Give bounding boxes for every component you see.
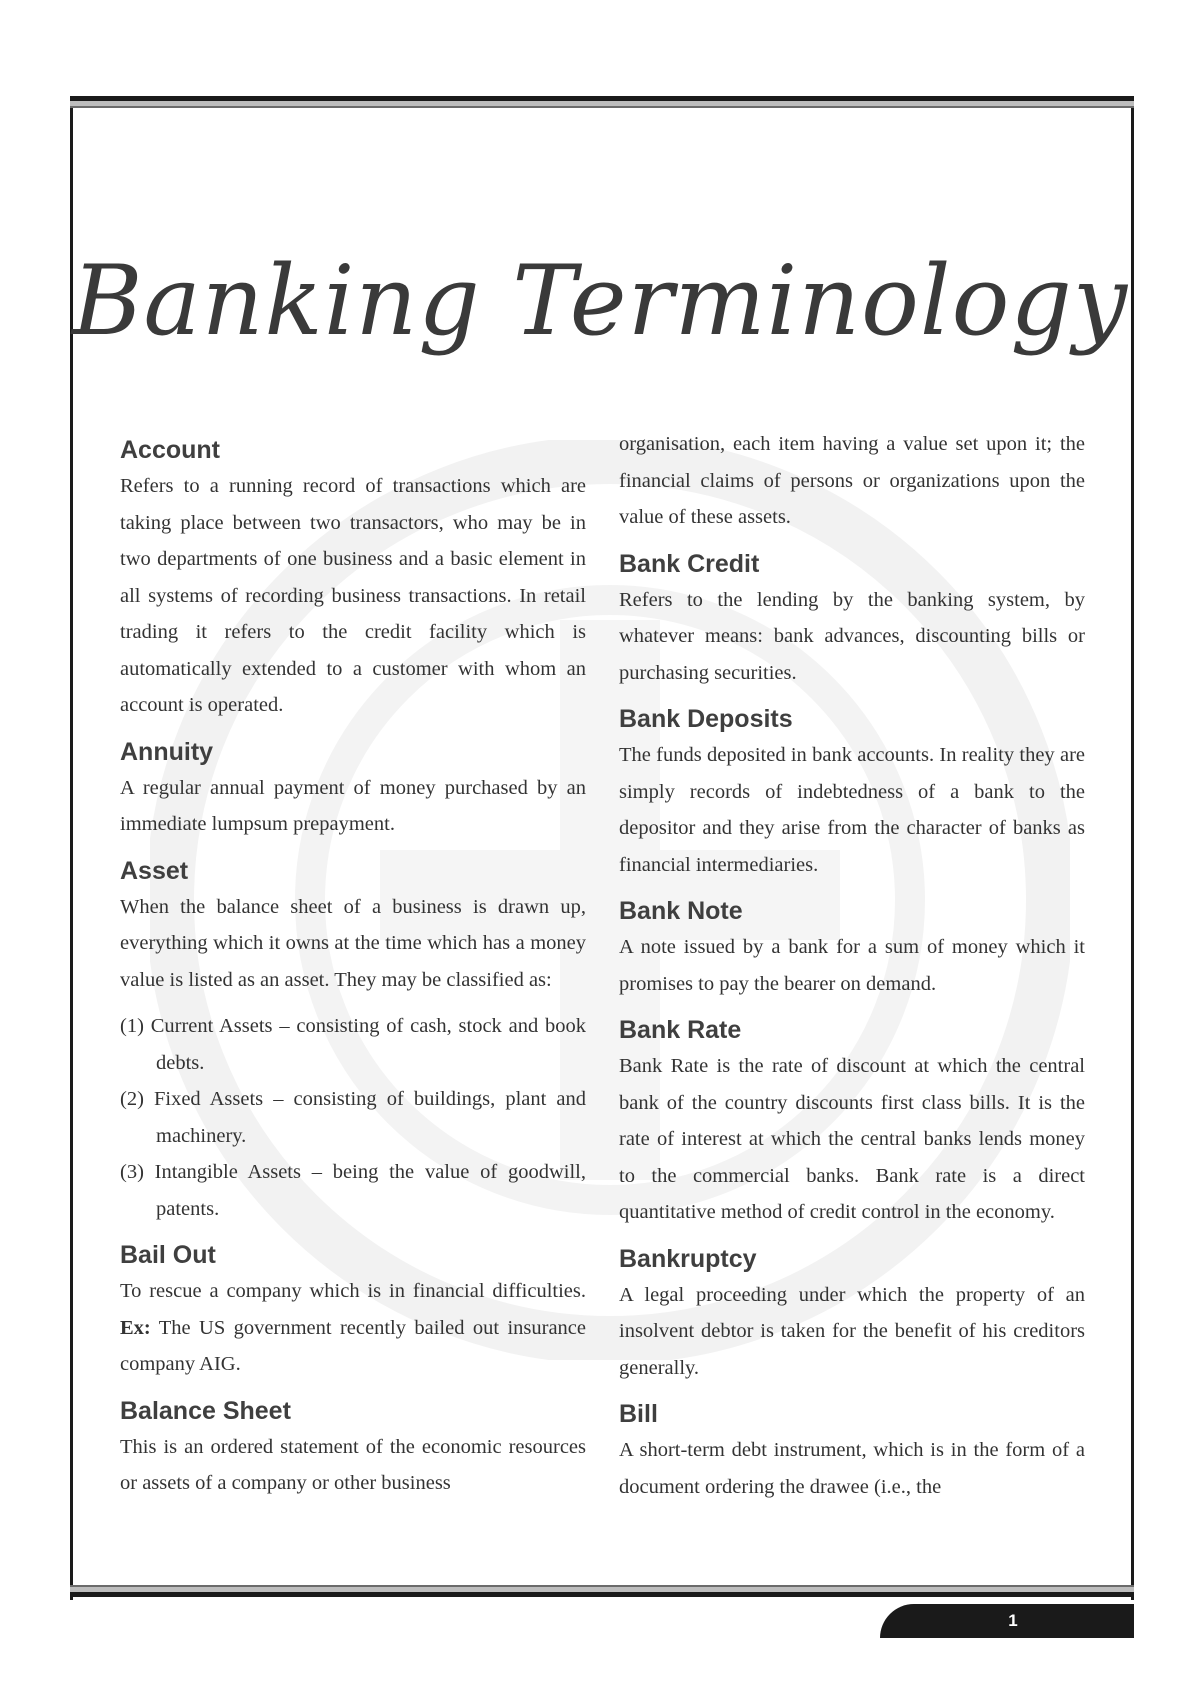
term-definition: A regular annual payment of money purchased by an immediate lumpsum prepayment. bbox=[120, 776, 586, 835]
definition-text: The US government recently bailed out insurance company AIG. bbox=[120, 1316, 586, 1375]
term-definition bbox=[120, 1273, 586, 1383]
term-heading: Bill bbox=[619, 1400, 658, 1428]
asset-classification-list bbox=[120, 1008, 586, 1227]
page-number: 1 bbox=[1008, 1611, 1018, 1630]
term-definition: Refers to a running record of transactions which are taking place between two transactors, who may be in two departments of one business and a basic element in all systems of recording business transactions. In retail trading it refers to the credit facility which is automatically extended to a customer with whom an account is operated. bbox=[120, 475, 586, 716]
term-definition: When the balance sheet of a business is drawn up, everything which it owns at the time which has a money value is listed as an asset. They may be classified as: bbox=[120, 895, 586, 991]
term-heading: Bail Out bbox=[120, 1241, 216, 1269]
term-heading: Asset bbox=[120, 856, 189, 885]
term-definition: This is an ordered statement of the economic resources or assets of a company or other business bbox=[120, 1435, 586, 1494]
term-definition: A legal proceeding under which the property of an insolvent debtor is taken for the benefit of his creditors generally. bbox=[619, 1283, 1085, 1379]
term-heading: Bankruptcy bbox=[619, 1244, 757, 1273]
term-heading: Balance Sheet bbox=[120, 1396, 291, 1425]
term-heading: Annuity bbox=[120, 737, 214, 766]
page-title: Banking Terminology bbox=[71, 245, 1129, 357]
term-definition: A note issued by a bank for a sum of money which it promises to pay the bearer on demand. bbox=[619, 936, 1085, 995]
list-item: (1) Current Assets – consisting of cash, stock and book debts. bbox=[120, 1015, 586, 1074]
term-heading: Bank Rate bbox=[619, 1016, 742, 1044]
term-definition: Bank Rate is the rate of discount at which the central bank of the country discounts first class bills. It is the rate of interest at which the central banks lends money to the commercial banks. Bank rate is a direct quantitative method of credit control in the economy. bbox=[619, 1055, 1085, 1223]
term-heading: Bank Note bbox=[619, 897, 743, 925]
list-item: (3) Intangible Assets – being the value of goodwill, patents. bbox=[120, 1161, 586, 1220]
term-heading: Bank Credit bbox=[619, 549, 760, 578]
top-rule bbox=[70, 96, 1134, 112]
left-column bbox=[120, 432, 586, 1512]
definition-continuation: organisation, each item having a value set upon it; the financial claims of persons or organizations upon the value of these assets. bbox=[619, 433, 1085, 528]
term-heading: Bank Deposits bbox=[619, 705, 793, 733]
definition-text: To rescue a company which is in financial difficulties. bbox=[120, 1280, 586, 1302]
term-definition: The funds deposited in bank accounts. In reality they are simply records of indebtedness of a bank to the depositor and they arise from the character of banks as financial intermediaries. bbox=[619, 744, 1085, 876]
term-heading: Account bbox=[120, 436, 220, 464]
right-column bbox=[619, 432, 1085, 1515]
bottom-rule bbox=[70, 1585, 1134, 1601]
term-definition: A short-term debt instrument, which is in the form of a document ordering the drawee (i.e., the bbox=[619, 1439, 1085, 1498]
list-item: (2) Fixed Assets – consisting of buildings, plant and machinery. bbox=[120, 1088, 586, 1147]
term-definition: Refers to the lending by the banking system, by whatever means: bank advances, discounting bills or purchasing securities. bbox=[619, 588, 1085, 684]
example-label: Ex: bbox=[120, 1316, 151, 1339]
